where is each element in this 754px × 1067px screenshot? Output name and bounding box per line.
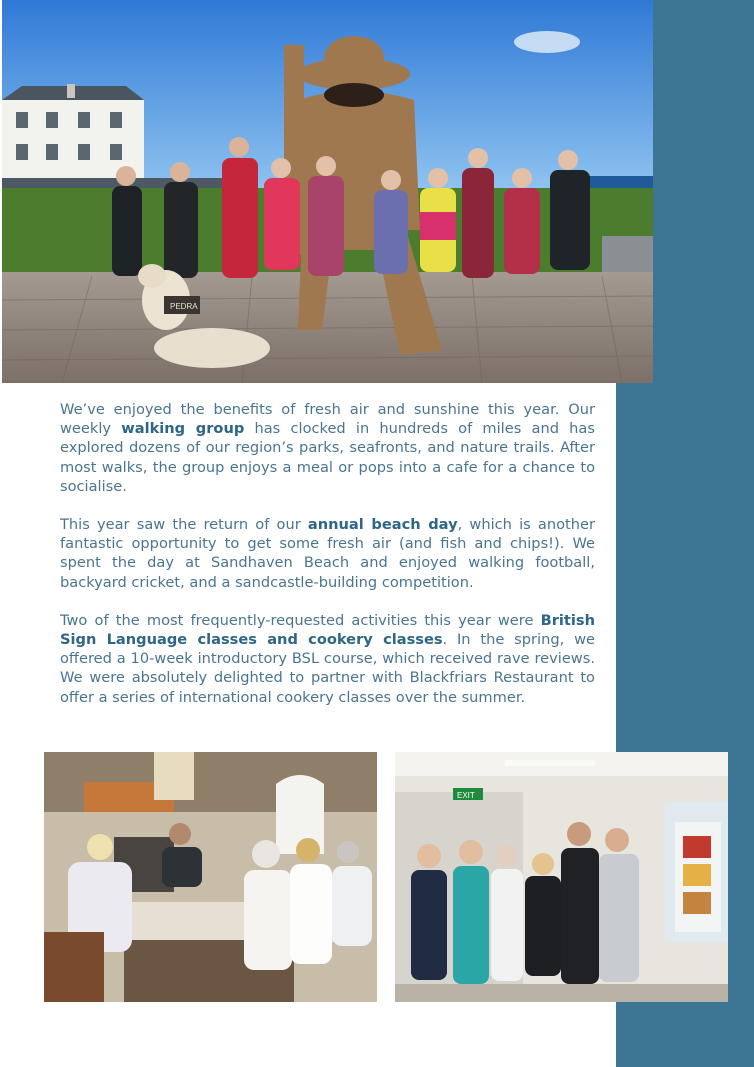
- accent-band-top: [653, 0, 754, 383]
- bsl-class-photo: [395, 752, 728, 1002]
- cookery-class-photo: [44, 752, 377, 1002]
- classes-highlight: British Sign Language classes and cookery classes: [60, 611, 595, 649]
- dog-harness-text: PEDRA: [170, 302, 198, 311]
- beach-day-highlight: annual beach day: [307, 516, 458, 534]
- paragraph-classes: Two of the most frequently-requested activities this year were British Sign Language classes and cookery classes. In the spring, we offered a 10-week introductory BSL course, which received rave reviews. We were absolutely delighted to partner with Blackfriars Restaurant to offer a series of international cookery classes over the summer.: [60, 611, 596, 706]
- walking-group-photo: [2, 0, 653, 383]
- paragraph-beach-day: This year saw the return of our annual beach day, which is another fantastic opportunity to get some fresh air (and fish and chips!). We spent the day at Sandhaven Beach and enjoyed walking football, backyard cricket, and a sandcastle-building competition.: [60, 516, 595, 591]
- exit-sign-text: EXIT: [457, 791, 475, 800]
- paragraph-walking: We’ve enjoyed the benefits of fresh air and sunshine this year. Our weekly walking group has clocked in hundreds of miles and has explored dozens of our region’s parks, seafronts, and nature trails. After most walks, the group enjoys a meal or pops into a cafe for a chance to socialise.: [60, 401, 595, 495]
- walking-group-highlight: walking group: [121, 420, 245, 438]
- article-text: [60, 400, 595, 726]
